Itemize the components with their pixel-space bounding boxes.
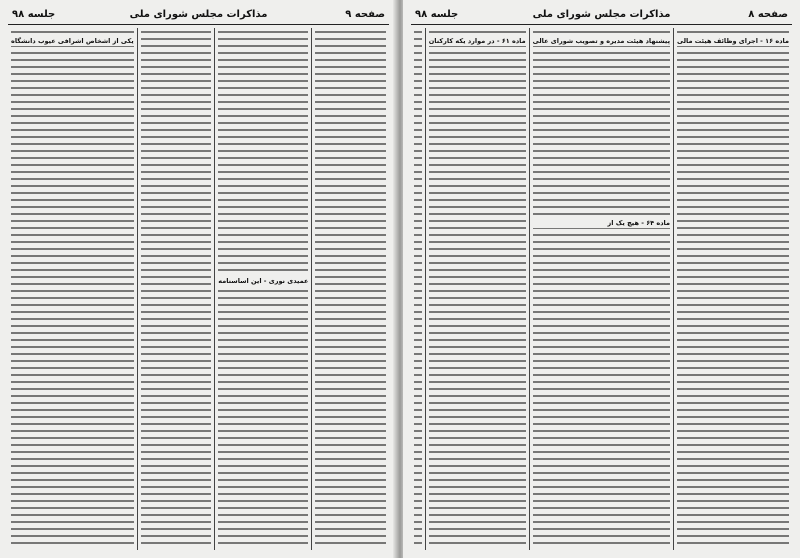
text-columns bbox=[8, 28, 389, 550]
speaker-heading: عمیدی نوری - این اساسنامه bbox=[218, 277, 309, 285]
right-page bbox=[403, 0, 800, 558]
text-column bbox=[214, 28, 311, 550]
text-column bbox=[425, 28, 529, 550]
left-page bbox=[0, 0, 397, 558]
article-heading: ماده ۶۴ - هیچ یک از bbox=[533, 218, 670, 228]
text-snippet: پیشنهاد هیئت مدیره و تصویب شورای عالی bbox=[532, 37, 671, 45]
text-column bbox=[8, 28, 137, 550]
text-column bbox=[529, 28, 673, 550]
session-number: جلسه ۹۸ bbox=[12, 9, 56, 20]
text-column bbox=[411, 28, 425, 550]
page-number: صفحه ۸ bbox=[748, 9, 788, 20]
publication-title: مذاکرات مجلس شورای ملی bbox=[532, 9, 671, 20]
text-column bbox=[311, 28, 389, 550]
article-heading: ماده ۶۱ - در موارد یکه کارکنان bbox=[428, 37, 526, 45]
article-heading: ماده ۱۶ - اجرای وظائف هیئت مالی bbox=[677, 37, 789, 45]
publication-title: مذاکرات مجلس شورای ملی bbox=[129, 9, 268, 20]
text-snippet: یکی از اشخاص اشرافی عیوب دانشگاه bbox=[11, 37, 134, 45]
text-column bbox=[137, 28, 215, 550]
text-column bbox=[673, 28, 792, 550]
page-header bbox=[411, 8, 792, 25]
session-number: جلسه ۹۸ bbox=[415, 9, 459, 20]
text-columns bbox=[411, 28, 792, 550]
page-number: صفحه ۹ bbox=[345, 9, 385, 20]
page-header bbox=[8, 8, 389, 25]
